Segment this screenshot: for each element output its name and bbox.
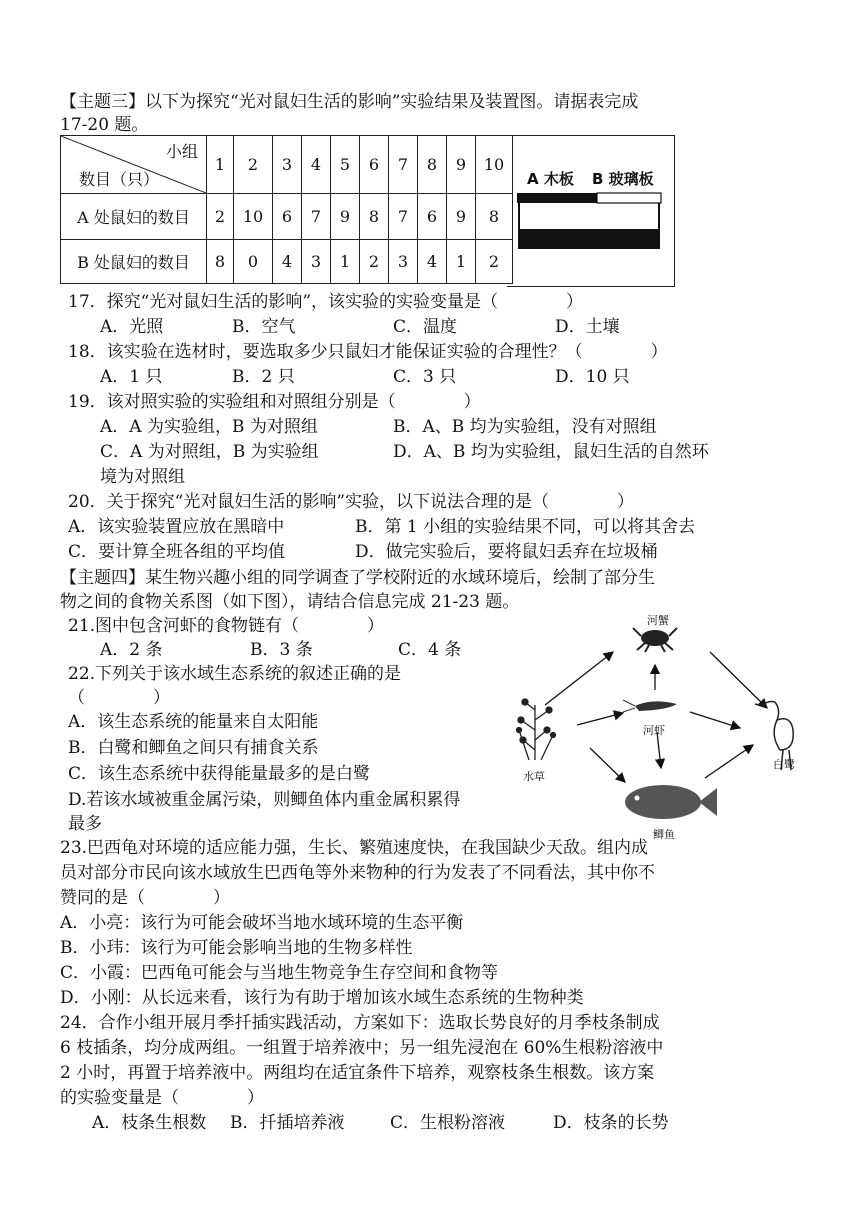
q19-option-c[interactable]: C．A 为对照组，B 为实验组 <box>100 442 319 462</box>
row-a-cell: 8 <box>360 194 389 240</box>
q24-stem-cont3: 的实验变量是（ ） <box>60 1088 264 1108</box>
group-cell: 5 <box>331 136 360 194</box>
q19-option-d-cont: 境为对照组 <box>100 467 185 487</box>
group-cell: 6 <box>360 136 389 194</box>
row-b-cell: 4 <box>273 240 302 284</box>
q23-option-c[interactable]: C．小霞：巴西龟可能会与当地生物竞争生存空间和食物等 <box>60 963 499 983</box>
q24-stem: 24．合作小组开展月季扦插实践活动，方案如下：选取长势良好的月季枝条制成 <box>60 1013 660 1033</box>
q24-stem-cont1: 6 枝插条，均分成两组。一组置于培养液中；另一组先浸泡在 60%生根粉溶液中 <box>60 1038 664 1058</box>
q20-option-d[interactable]: D．做完实验后，要将鼠妇丢弃在垃圾桶 <box>355 542 658 562</box>
q23-stem-cont1: 员对部分市民向该水域放生巴西龟等外来物种的行为发表了不同看法，其中你不 <box>60 863 655 883</box>
q18-option-b[interactable]: B．2 只 <box>232 367 295 387</box>
crucian-carp-label: 鲫鱼 <box>653 828 675 841</box>
q23-stem-cont2: 赞同的是（ ） <box>60 888 230 908</box>
egret-label: 白鹭 <box>773 758 795 771</box>
row-b-cell: 3 <box>302 240 331 284</box>
row-b-cell: 3 <box>389 240 418 284</box>
row-a-cell: 7 <box>389 194 418 240</box>
row-b-cell: 1 <box>331 240 360 284</box>
arrow-plant-to-fish <box>590 748 625 782</box>
q23-option-b[interactable]: B．小玮：该行为可能会影响当地的生物多样性 <box>60 938 413 958</box>
row-b-cell: 8 <box>207 240 234 284</box>
q23-option-d[interactable]: D．小刚：从长远来看，该行为有助于增加该水域生态系统的生物种类 <box>60 988 584 1008</box>
q17-option-d[interactable]: D．土壤 <box>555 317 620 337</box>
q22-option-c[interactable]: C．该生态系统中获得能量最多的是白鹭 <box>68 764 371 784</box>
group-cell: 10 <box>476 136 513 194</box>
apparatus-box-drawing <box>515 191 665 261</box>
q24-option-a[interactable]: A．枝条生根数 <box>92 1113 207 1133</box>
theme4-intro: 【主题四】某生物兴趣小组的同学调查了学校附近的水域环境后，绘制了部分生 <box>60 568 655 588</box>
arrow-shrimp-to-fish <box>657 732 661 768</box>
q17-option-b[interactable]: B．空气 <box>232 317 296 337</box>
arrow-shrimp-to-egret <box>690 712 740 728</box>
q21-stem: 21.图中包含河虾的食物链有（ ） <box>68 616 385 636</box>
q24-option-b[interactable]: B．扦插培养液 <box>230 1113 345 1133</box>
q18-option-a[interactable]: A．1 只 <box>100 367 163 387</box>
q19-stem: 19．该对照实验的实验组和对照组分别是（ ） <box>68 392 481 412</box>
q23-option-a[interactable]: A．小亮：该行为可能会破坏当地水域环境的生态平衡 <box>60 913 464 933</box>
arrow-plant-to-crab <box>545 652 613 705</box>
arrow-crab-to-egret <box>710 652 767 708</box>
row-a-cell: 2 <box>207 194 234 240</box>
label-glass-board: B 玻璃板 <box>592 170 654 188</box>
group-cell: 4 <box>302 136 331 194</box>
row-b-cell: 2 <box>360 240 389 284</box>
group-cell: 3 <box>273 136 302 194</box>
q20-option-c[interactable]: C．要计算全班各组的平均值 <box>68 542 286 562</box>
row-b-cell: 4 <box>418 240 447 284</box>
q19-option-d[interactable]: D．A、B 均为实验组，鼠妇生活的自然环 <box>393 442 709 462</box>
q22-answer-blank: （ ） <box>68 688 170 708</box>
row-b-label: B 处鼠妇的数目 <box>61 240 207 284</box>
q18-stem: 18．该实验在选材时，要选取多少只鼠妇才能保证实验的合理性？（ ） <box>68 342 668 362</box>
row-b-cell: 2 <box>476 240 513 284</box>
arrow-fish-to-egret <box>705 745 753 778</box>
q22-option-d-cont: 最多 <box>68 814 102 834</box>
food-web-diagram <box>505 610 825 845</box>
group-cell: 1 <box>207 136 234 194</box>
crab-label: 河蟹 <box>647 614 669 627</box>
row-a-cell: 7 <box>302 194 331 240</box>
q18-option-c[interactable]: C．3 只 <box>393 367 457 387</box>
q20-option-b[interactable]: B．第 1 小组的实验结果不同，可以将其舍去 <box>355 517 696 537</box>
row-a-cell: 6 <box>273 194 302 240</box>
crucian-carp-icon <box>625 785 717 819</box>
theme4-intro-cont: 物之间的食物关系图（如下图），请结合信息完成 21-23 题。 <box>60 592 520 612</box>
group-cell: 7 <box>389 136 418 194</box>
q17-stem: 17．探究“光对鼠妇生活的影响”，该实验的实验变量是（ ） <box>68 292 584 312</box>
waterweed-icon <box>517 699 556 760</box>
q19-option-b[interactable]: B．A、B 均为实验组，没有对照组 <box>393 417 657 437</box>
shrimp-label: 河虾 <box>643 724 665 737</box>
table-corner-header <box>61 136 207 194</box>
group-cell: 9 <box>447 136 476 194</box>
row-b-cell: 0 <box>234 240 273 284</box>
soil-layer-shape <box>519 229 659 249</box>
glass-board-shape <box>597 193 661 203</box>
header-group: 小组 <box>165 142 198 161</box>
shrimp-icon <box>623 700 677 712</box>
apparatus-figure <box>507 135 675 287</box>
results-table <box>60 135 513 284</box>
q22-option-b[interactable]: B．白鹭和鲫鱼之间只有捕食关系 <box>68 738 319 758</box>
q21-option-b[interactable]: B．3 条 <box>250 640 313 660</box>
label-wood-board: A 木板 <box>527 170 574 188</box>
q20-stem: 20．关于探究“光对鼠妇生活的影响”实验，以下说法合理的是（ ） <box>68 492 635 512</box>
q22-option-d[interactable]: D.若该水域被重金属污染，则鲫鱼体内重金属积累得 <box>68 790 461 810</box>
group-cell: 2 <box>234 136 273 194</box>
theme3-intro-cont: 17-20 题。 <box>60 115 149 135</box>
q24-option-d[interactable]: D．枝条的长势 <box>553 1113 669 1133</box>
q21-option-c[interactable]: C．4 条 <box>398 640 462 660</box>
q17-option-a[interactable]: A．光照 <box>100 317 164 337</box>
row-a-cell: 6 <box>418 194 447 240</box>
row-a-cell: 10 <box>234 194 273 240</box>
q24-option-c[interactable]: C．生根粉溶液 <box>390 1113 506 1133</box>
q24-stem-cont2: 2 小时，再置于培养液中。两组均在适宜条件下培养，观察枝条生根数。该方案 <box>60 1063 655 1083</box>
header-count: 数目（只） <box>79 170 160 189</box>
row-b-cell: 1 <box>447 240 476 284</box>
row-a-cell: 8 <box>476 194 513 240</box>
q20-option-a[interactable]: A．该实验装置应放在黑暗中 <box>68 517 285 537</box>
row-a-cell: 9 <box>447 194 476 240</box>
q22-stem: 22.下列关于该水域生态系统的叙述正确的是 <box>68 664 402 684</box>
q19-option-a[interactable]: A．A 为实验组，B 为对照组 <box>100 417 318 437</box>
theme3-intro: 【主题三】以下为探究“光对鼠妇生活的影响”实验结果及装置图。请据表完成 <box>60 92 639 112</box>
q22-option-a[interactable]: A．该生态系统的能量来自太阳能 <box>68 712 319 732</box>
q21-option-a[interactable]: A．2 条 <box>100 640 163 660</box>
row-a-cell: 9 <box>331 194 360 240</box>
group-cell: 8 <box>418 136 447 194</box>
wood-board-shape <box>517 193 597 203</box>
q17-option-c[interactable]: C．温度 <box>393 317 458 337</box>
arrow-plant-to-shrimp <box>577 713 623 725</box>
q18-option-d[interactable]: D．10 只 <box>555 367 630 387</box>
q23-stem: 23.巴西龟对环境的适应能力强，生长、繁殖速度快，在我国缺少天敌。组内成 <box>60 838 649 858</box>
row-a-label: A 处鼠妇的数目 <box>61 194 207 240</box>
crab-icon <box>633 628 677 652</box>
waterweed-label: 水草 <box>523 770 545 783</box>
